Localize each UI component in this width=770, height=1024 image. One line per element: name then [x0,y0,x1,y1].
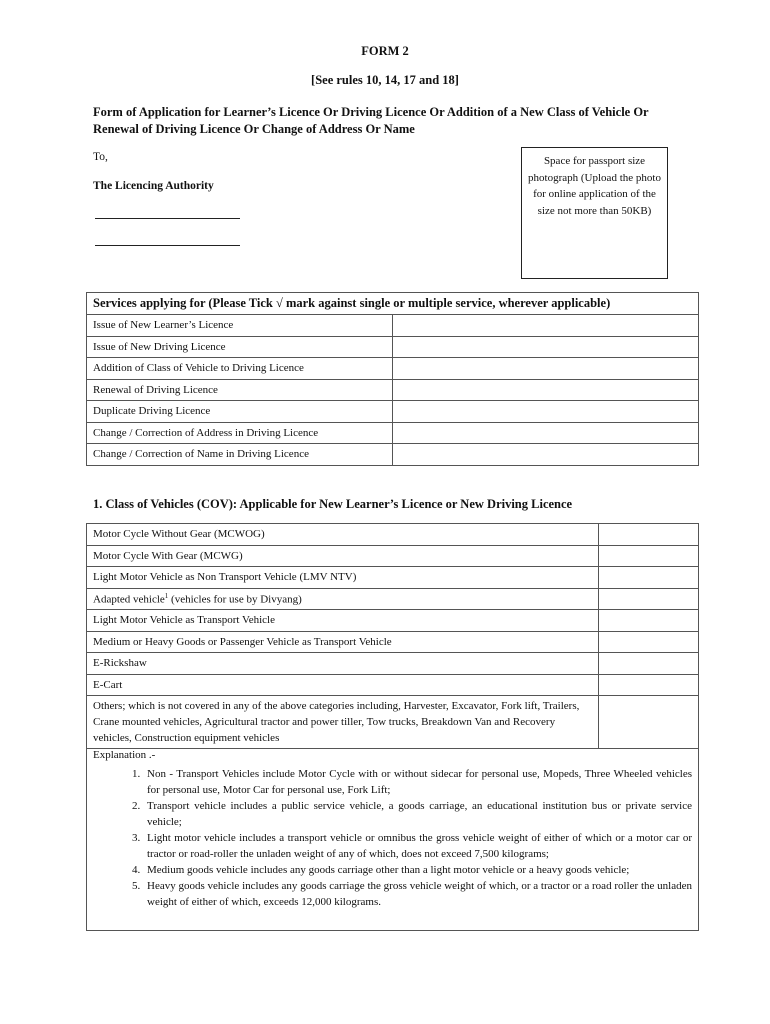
cov-label: Others; which is not covered in any of the above categories including, Harvester, Excavator, Fork lift, Trailers, Crane mounted vehicles, Agricultural tractor and power tiller, Tow trucks, Breakdown Van and Recovery vehicles, Construction equipment vehicles [87,696,599,749]
list-item: 4. Medium goods vehicle includes any goods carriage other than a light motor vehicle or a heavy goods vehicle; [143,862,692,878]
table-row [87,379,699,401]
cov-heading: 1. Class of Vehicles (COV): Applicable for New Learner’s Licence or New Driving Licence [93,497,573,511]
service-tick-box[interactable] [393,336,699,358]
rules-reference: [See rules 10, 14, 17 and 18] [311,73,459,87]
address-line-1[interactable] [95,218,240,219]
cov-label: Motor Cycle With Gear (MCWG) [87,545,599,567]
cov-label: Light Motor Vehicle as Transport Vehicle [87,610,599,632]
table-row [87,358,699,380]
list-item: 2. Transport vehicle includes a public service vehicle, a goods carriage, an educational institution bus or private service vehicle; [143,798,692,830]
explanation-box [86,748,699,931]
explanation-label: Explanation .- [93,749,156,761]
service-label: Addition of Class of Vehicle to Driving Licence [87,358,393,380]
service-label: Issue of New Learner’s Licence [87,315,393,337]
explanation-list [93,766,692,910]
footnote-marker: 1 [164,591,169,600]
cov-tick-box[interactable] [599,610,699,632]
table-row [87,631,699,653]
service-tick-box[interactable] [393,444,699,466]
cov-tick-box[interactable] [599,545,699,567]
table-row [87,524,699,546]
table-row [87,545,699,567]
table-row [87,696,699,749]
cov-label: E-Rickshaw [87,653,599,675]
service-label: Change / Correction of Name in Driving Licence [87,444,393,466]
address-to: To, [93,151,108,163]
cov-tick-box[interactable] [599,588,699,610]
table-row [87,336,699,358]
service-tick-box[interactable] [393,315,699,337]
cov-tick-box[interactable] [599,631,699,653]
table-row [87,444,699,466]
form-title: Form of Application for Learner’s Licence Or Driving Licence Or Addition of a New Class of Vehicle Or Renewal of Driving Licence Or Change of Address Or Name [93,105,649,136]
cov-tick-box[interactable] [599,653,699,675]
cov-tick-box[interactable] [599,524,699,546]
table-row [87,653,699,675]
list-item: 1. Non - Transport Vehicles include Motor Cycle with or without sidecar for personal use, Mopeds, Three Wheeled vehicles for personal use, Motor Car for personal use, Fork Lift; [143,766,692,798]
service-tick-box[interactable] [393,401,699,423]
photo-box-text: Space for passport size photograph (Upload the photo for online application of the size not more than 50KB) [528,155,661,217]
cov-label: Motor Cycle Without Gear (MCWOG) [87,524,599,546]
list-item: 3. Light motor vehicle includes a transport vehicle or omnibus the gross vehicle weight of either of which or a motor car or tractor or road-roller the unladen weight of any of which, does not exceed 7,500 kilograms; [143,830,692,862]
cov-tick-box[interactable] [599,696,699,749]
service-label: Issue of New Driving Licence [87,336,393,358]
cov-tick-box[interactable] [599,674,699,696]
table-row [87,588,699,610]
address-line-2[interactable] [95,245,240,246]
services-heading: Services applying for (Please Tick √ mark against single or multiple service, wherever applicable) [87,293,699,315]
service-tick-box[interactable] [393,358,699,380]
cov-label-suffix: (vehicles for use by Divyang) [168,593,302,606]
cov-label: Medium or Heavy Goods or Passenger Vehicle as Transport Vehicle [87,631,599,653]
service-label: Renewal of Driving Licence [87,379,393,401]
service-tick-box[interactable] [393,422,699,444]
photo-upload-box[interactable] [521,147,668,279]
cov-label-adapted [87,588,599,610]
table-row [87,674,699,696]
cov-label: Adapted vehicle [93,593,165,606]
cov-table [86,523,699,749]
form-number: FORM 2 [361,44,409,58]
table-row [87,401,699,423]
service-label: Duplicate Driving Licence [87,401,393,423]
service-label: Change / Correction of Address in Driving Licence [87,422,393,444]
cov-label: E-Cart [87,674,599,696]
cov-label: Light Motor Vehicle as Non Transport Vehicle (LMV NTV) [87,567,599,589]
table-row [87,422,699,444]
licencing-authority: The Licencing Authority [93,180,214,192]
service-tick-box[interactable] [393,379,699,401]
cov-tick-box[interactable] [599,567,699,589]
table-row [87,567,699,589]
services-table [86,292,699,466]
list-item: 5. Heavy goods vehicle includes any goods carriage the gross vehicle weight of which, or a tractor or a road roller the unladen weight of either of which, exceeds 12,000 kilograms. [143,878,692,910]
table-row [87,315,699,337]
table-row [87,610,699,632]
